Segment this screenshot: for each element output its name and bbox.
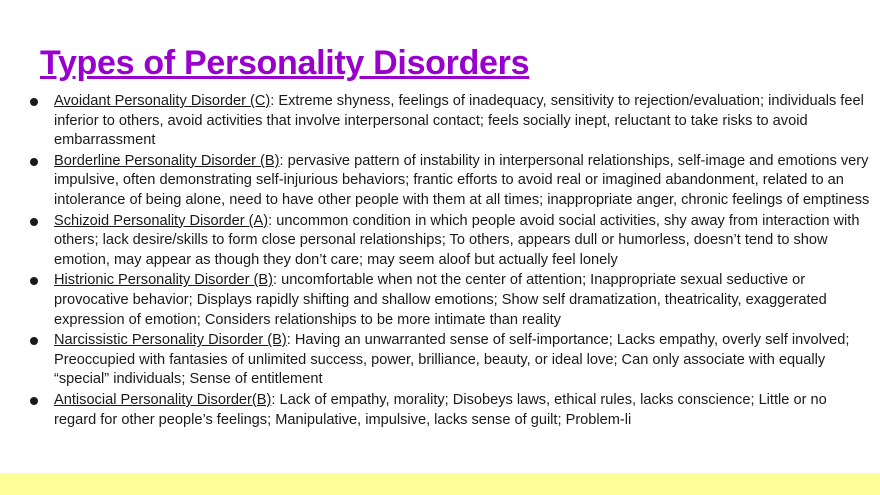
highlight-band: [0, 473, 880, 495]
disorder-term: Avoidant Personality Disorder (C): [54, 93, 271, 109]
list-item: [16, 271, 872, 330]
disorder-list: [16, 92, 872, 431]
disorder-term: Borderline Personality Disorder (B): [54, 152, 280, 169]
list-item: [16, 212, 872, 271]
list-item: [16, 92, 872, 151]
disorder-description: : Having an unwarranted sense of self-importance; Lacks empathy, overly self involved; Preoccupied with fantasies of unlimited success, power, brilliance, beauty, or ideal love; Can only associate with equally “special” individuals; Sense of entitlement: [54, 332, 850, 388]
disorder-term: Antisocial Personality Disorder(B): [54, 391, 272, 408]
list-item: [16, 331, 872, 390]
page-title: Types of Personality Disorders: [40, 44, 530, 82]
disorder-term: Histrionic Personality Disorder (B): [54, 272, 273, 289]
disorder-term: Narcissistic Personality Disorder (B): [54, 332, 287, 349]
disorder-description: : Lack of empathy, morality; Disobeys laws, ethical rules, lacks conscience; Little or no regard for other people’s feelings; Manipulative, impulsive, lacks sense of guilt; Problem-li: [54, 391, 827, 428]
disorder-term: Schizoid Personality Disorder (A): [54, 212, 269, 229]
disorder-description: : Extreme shyness, feelings of inadequacy, sensitivity to rejection/evaluation; individuals feel inferior to others, avoid activities that involve interpersonal contact; feels socially inept, reluctant to take risks to avoid embarrassment: [54, 93, 864, 149]
list-item: [16, 391, 872, 430]
list-item: [16, 152, 872, 211]
disorder-description: : uncomfortable when not the center of attention; Inappropriate sexual seductive or provocative behavior; Displays rapidly shifting and shallow emotions; Show self dramatization, theatricality, exaggerated expression of emotion; Considers relationships to be more intimate than reality: [54, 272, 827, 328]
disorder-description: : pervasive pattern of instability in interpersonal relationships, self-image and emotions very impulsive, often demonstrating self-injurious behaviors; frantic efforts to avoid real or imagined abandonment, related to an intolerance of being alone, need to have other people with them at all times; inappropriate anger, chronic feelings of emptiness: [54, 152, 870, 208]
disorder-description: : uncommon condition in which people avoid social activities, shy away from interaction with others; lack desire/skills to form close personal relationships; To others, appears dull or humorless, doesn’t tend to show emotion, may appear as though they don’t care; may seem aloof but actually feel lonely: [54, 212, 860, 268]
